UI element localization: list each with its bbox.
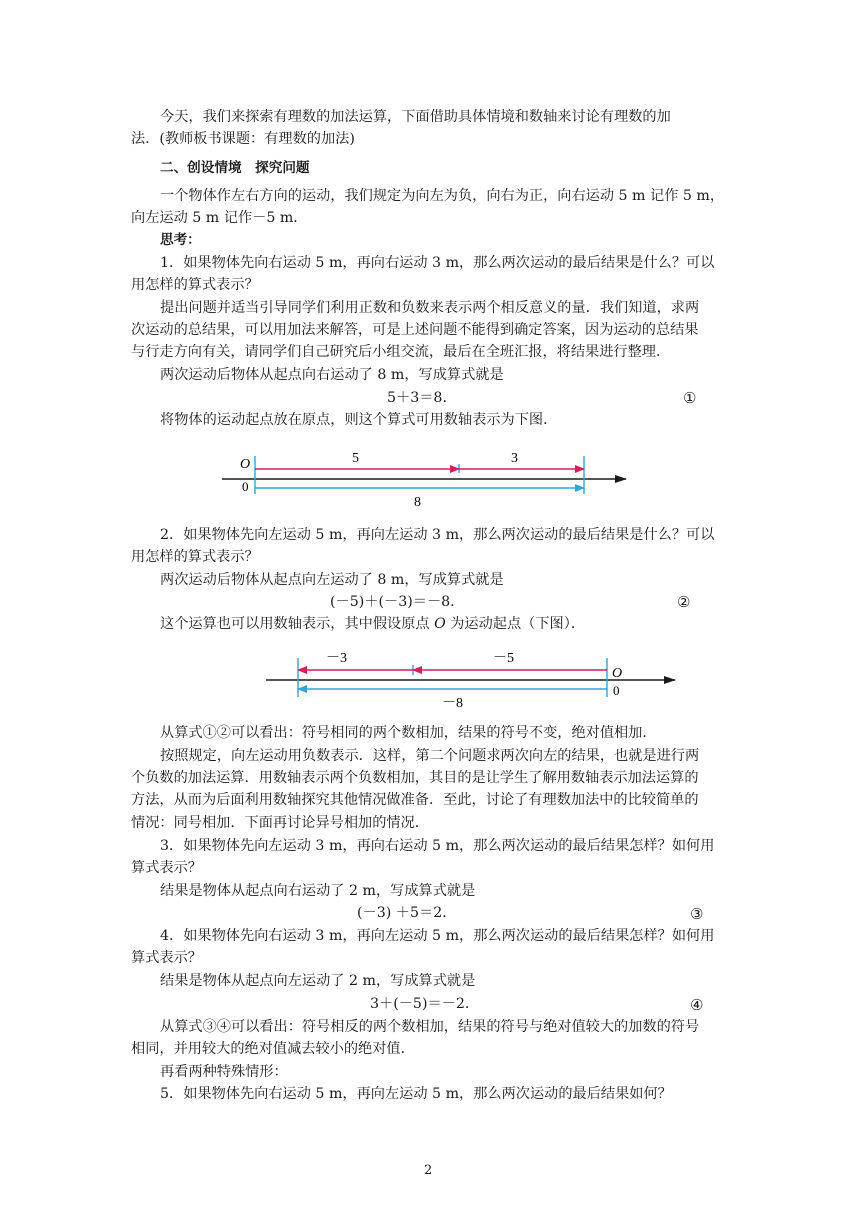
text-line: 算式表示？ bbox=[131, 860, 202, 876]
text-line: 将物体的运动起点放在原点，则这个算式可用数轴表示为下图． bbox=[160, 412, 558, 428]
text-line: 相同，并用较大的绝对值减去较小的绝对值． bbox=[131, 1041, 415, 1057]
origin-zero: 0 bbox=[242, 479, 249, 494]
total-label: －8 bbox=[442, 696, 463, 711]
number-line-diagram-1 bbox=[218, 440, 638, 522]
question-3: 3．如果物体先向左运动 3 m，再向右运动 5 m，那么两次运动的最后结果怎样？如何用 bbox=[160, 838, 715, 854]
text-line: 用怎样的算式表示？ bbox=[131, 549, 259, 565]
text-line: 次运动的总结果，可以用加法来解答，可是上述问题不能得到确定答案，因为运动的总结果 bbox=[131, 322, 699, 338]
text-line: 结果是物体从起点向左运动了 2 m，写成算式就是 bbox=[160, 973, 476, 989]
text-line: 这个运算也可以用数轴表示，其中假设原点 O 为运动起点（下图）． bbox=[160, 616, 586, 632]
equation-number: ① bbox=[683, 389, 697, 407]
origin-letter: O bbox=[240, 457, 251, 472]
text-line: 今天，我们来探索有理数的加法运算，下面借助具体情境和数轴来讨论有理数的加 bbox=[160, 109, 671, 125]
page-number: 2 bbox=[424, 1163, 433, 1178]
seg-1-label: 5 bbox=[352, 451, 359, 466]
think-heading: 思考： bbox=[160, 232, 201, 248]
section-heading: 二、创设情境 探究问题 bbox=[160, 160, 310, 176]
text-line: 再看两种特殊情形： bbox=[160, 1064, 288, 1080]
seg-2-label: 3 bbox=[511, 451, 518, 466]
text-line: 情况：同号相加．下面再讨论异号相加的情况． bbox=[131, 815, 429, 831]
text-line: 算式表示？ bbox=[131, 950, 202, 966]
text-line: 按照规定，向左运动用负数表示．这样，第二个问题求两次向左的结果，也就是进行两 bbox=[160, 748, 700, 764]
text-line: 提出问题并适当引导同学们利用正数和负数来表示两个相反意义的量．我们知道，求两 bbox=[160, 300, 700, 316]
question-2: 2．如果物体先向左运动 5 m，再向左运动 3 m，那么两次运动的最后结果是什么？可以 bbox=[160, 527, 715, 543]
equation-number: ④ bbox=[690, 996, 704, 1014]
text-line: 用怎样的算式表示？ bbox=[131, 277, 259, 293]
text-line: 两次运动后物体从起点向右运动了 8 m，写成算式就是 bbox=[160, 367, 504, 383]
origin-letter: O bbox=[612, 666, 623, 681]
text-line: 法．(教师板书课题：有理数的加法) bbox=[131, 131, 355, 147]
question-5: 5．如果物体先向右运动 5 m，再向左运动 5 m，那么两次运动的最后结果如何？ bbox=[160, 1086, 672, 1102]
text-line: 两次运动后物体从起点向左运动了 8 m，写成算式就是 bbox=[160, 572, 504, 588]
seg-1-label: －5 bbox=[493, 651, 514, 666]
text-line: 向左运动 5 m 记作－5 m． bbox=[131, 210, 308, 226]
equation-2: (－5)＋(－3)＝－8． bbox=[330, 594, 465, 610]
text-line: 方法，从而为后面利用数轴探究其他情况做准备．至此，讨论了有理数加法中的比较简单的 bbox=[131, 792, 699, 808]
text-line: 结果是物体从起点向右运动了 2 m，写成算式就是 bbox=[160, 883, 476, 899]
origin-zero: 0 bbox=[613, 683, 620, 698]
total-label: 8 bbox=[414, 495, 421, 510]
text-line: 与行走方向有关，请同学们自己研究后小组交流，最后在全班汇报，将结果进行整理． bbox=[131, 344, 671, 360]
equation-number: ③ bbox=[690, 905, 704, 923]
conclusion-1: 从算式①②可以看出：符号相同的两个数相加，结果的符号不变，绝对值相加． bbox=[160, 725, 657, 741]
text-line: 一个物体作左右方向的运动，我们规定为向左为负，向右为正，向右运动 5 m 记作 5 m， bbox=[160, 188, 725, 204]
text-line: 个负数的加法运算．用数轴表示两个负数相加，其目的是让学生了解用数轴表示加法运算的 bbox=[131, 770, 699, 786]
seg-2-label: －3 bbox=[326, 651, 347, 666]
number-line-diagram-2 bbox=[262, 645, 687, 713]
equation-number: ② bbox=[677, 593, 691, 611]
question-4: 4．如果物体先向右运动 3 m，再向左运动 5 m，那么两次运动的最后结果怎样？如何用 bbox=[160, 928, 715, 944]
equation-3: (－3) ＋5＝2． bbox=[357, 905, 457, 921]
equation-4: 3＋(－5)＝－2． bbox=[370, 996, 480, 1012]
equation-1: 5＋3＝8． bbox=[387, 390, 457, 406]
conclusion-2: 从算式③④可以看出：符号相反的两个数相加，结果的符号与绝对值较大的加数的符号 bbox=[160, 1019, 700, 1035]
question-1: 1．如果物体先向右运动 5 m，再向右运动 3 m，那么两次运动的最后结果是什么？可以 bbox=[160, 255, 715, 271]
